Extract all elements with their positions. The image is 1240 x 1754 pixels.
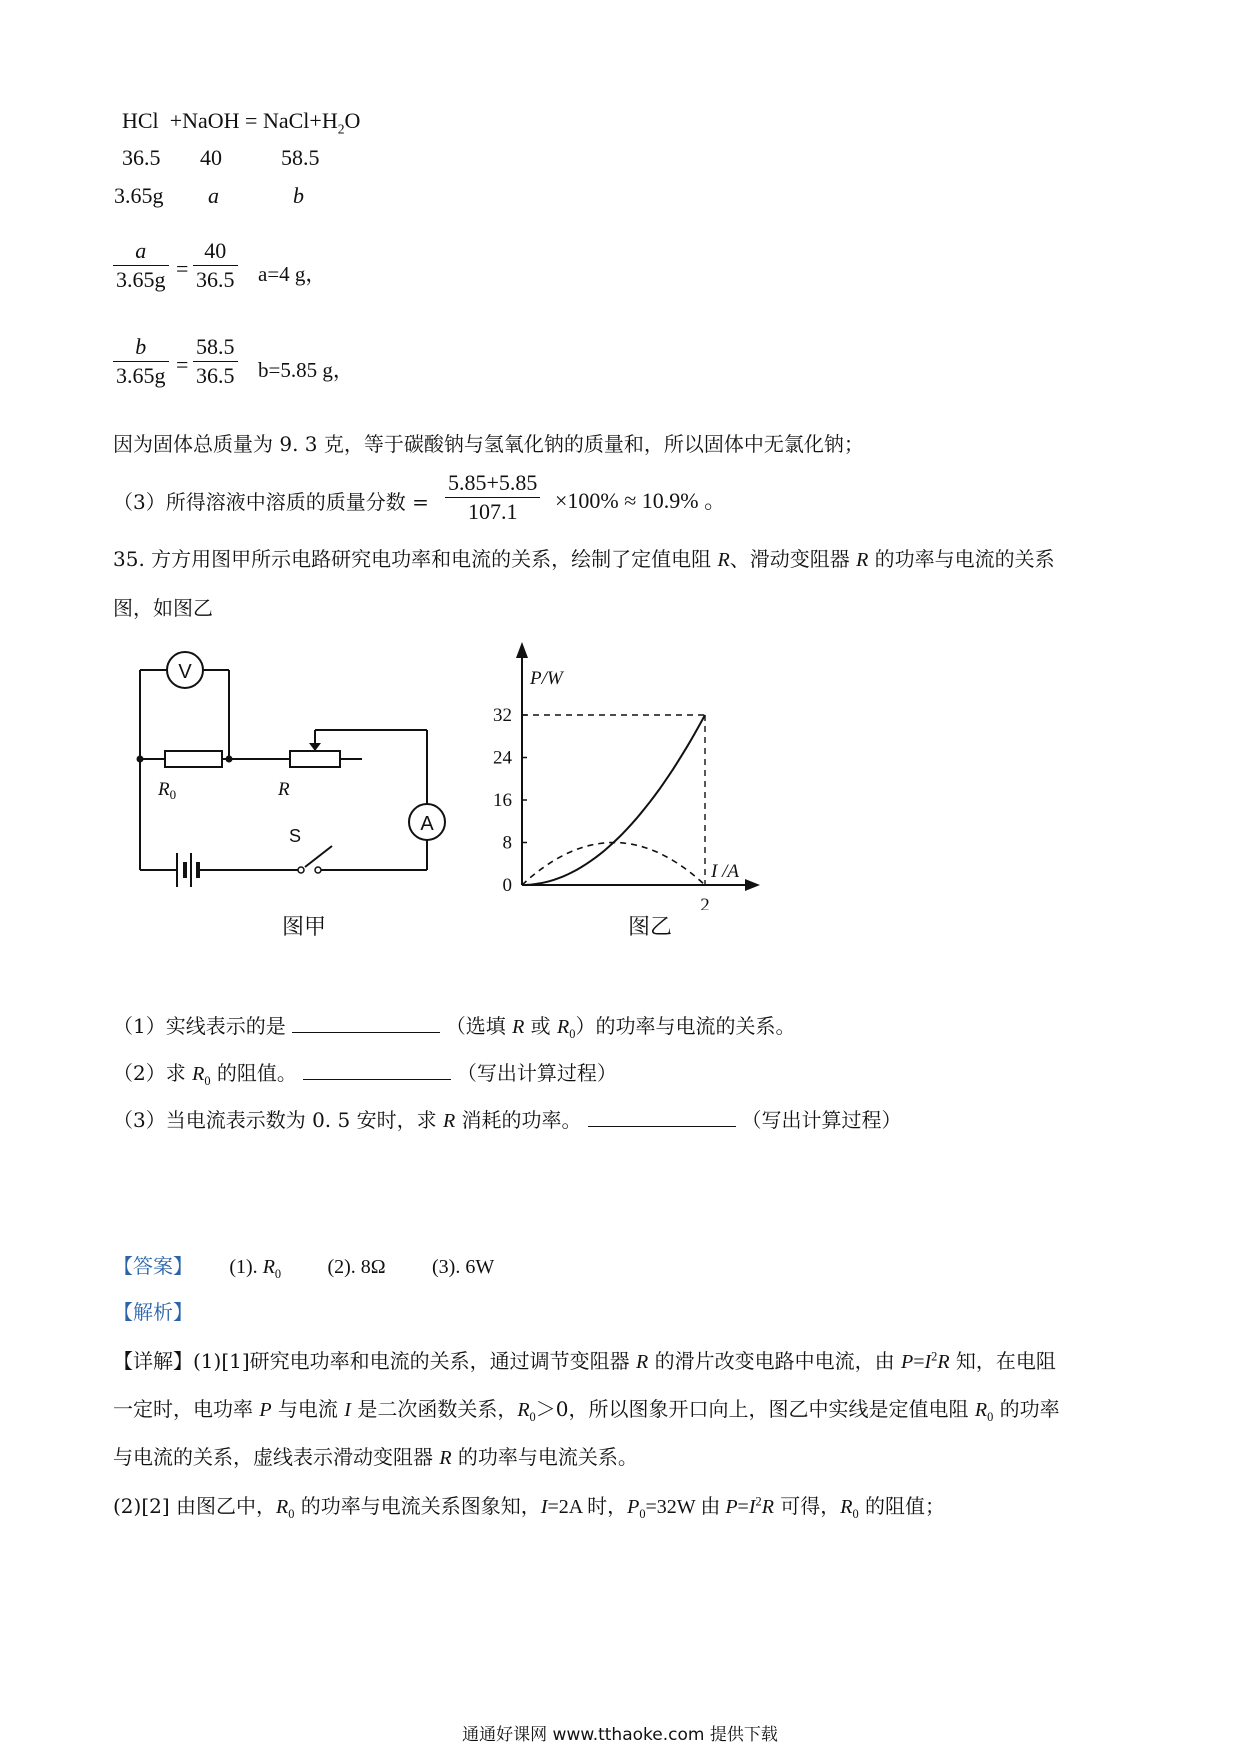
question-35-line1: 35. 方方用图甲所示电路研究电功率和电流的关系，绘制了定值电阻 R、滑动变阻器 R 的功率与电流的关系 [113,547,1055,571]
reasoning-text: 因为固体总质量为 9. 3 克，等于碳酸钠与氢氧化钠的质量和，所以固体中无氯化钠； [113,432,864,456]
molar-mass-nacl: 58.5 [281,145,320,170]
equals-sign: = [176,256,189,281]
circuit-diagram [120,640,460,890]
y-tick-label: 8 [502,832,512,854]
y-tick-label: 32 [493,705,512,726]
y-tick-label: 16 [493,790,512,811]
junction-dot [137,756,144,763]
power-current-chart [480,640,850,910]
chem-equation: HCl +NaOH = $NaCl+H_2O$ [122,108,361,137]
subquestion-3: （3）当电流表示数为 0. 5 安时，求 R 消耗的功率。 （写出计算过程） [113,1108,902,1132]
fraction-mass-fraction: 5.85+5.85 107.1 [445,470,540,525]
series-line-solid [522,715,705,885]
x-axis-arrow-icon [745,879,760,891]
y-tick-label: 24 [493,747,512,769]
answer-line: 【答案】 (1). $R_0$ (2). 8Ω (3). 6W [113,1254,495,1281]
x-axis-label: I /A [711,861,739,882]
result-b: b=5.85 g， [258,358,354,382]
unknown-b: b [293,183,304,208]
result-a: a=4 g， [258,262,327,286]
answer-blank-1[interactable] [292,1014,440,1033]
molar-mass-hcl: 36.5 [122,145,161,170]
part3-result: ×100% ≈ 10.9% 。 [555,488,727,513]
answer-blank-2[interactable] [303,1061,451,1080]
subquestion-2: （2）求 $R_0$ 的阻值。 （写出计算过程） [113,1061,617,1088]
detail-line-4: (2)[2] 由图乙中，$R_0$ 的功率与电流关系图象知，I=2A 时，$P_0=32W$ 由 $P=I^2R$ 可得，$R_0$ 的阻值； [113,1494,946,1521]
molar-mass-naoh: 40 [200,145,222,170]
r-rheostat [290,751,340,767]
mass-hcl: 3.65g [114,183,164,208]
answer-blank-3[interactable] [588,1108,736,1127]
switch-contact [298,867,304,873]
part3-prefix: （3）所得溶液中溶质的质量分数 = [113,490,429,514]
switch-contact [315,867,321,873]
equals-sign: = [176,352,189,377]
answer-tag: 【答案】 [113,1254,193,1278]
circuit-caption: 图甲 [282,915,327,940]
fraction-b-over-mass: b 3.65g [113,334,169,389]
r-label: R [278,779,290,800]
y-axis-label: P/W [530,668,563,689]
page-footer: 通通好课网 www.tthaoke.com 提供下载 [462,1725,778,1745]
switch-label: S [289,826,302,846]
fraction-a-over-mass: a 3.65g [113,238,169,293]
detail-line-3: 与电流的关系，虚线表示滑动变阻器 R 的功率与电流关系。 [113,1445,638,1469]
chart-caption: 图乙 [628,915,673,940]
series-line-dashed [522,843,705,886]
slider-arrow-icon [309,743,321,751]
junction-dot [226,756,233,763]
fraction-58-5-over-36-5: 58.5 36.5 [193,334,238,389]
y-axis-arrow-icon [516,642,528,658]
question-35-line2: 图，如图乙 [113,596,213,620]
unknown-a: a [208,183,219,208]
ammeter-label: A [420,813,434,835]
voltmeter-label: V [178,661,192,683]
analysis-tag: 【解析】 [113,1300,193,1324]
detail-line-2: 一定时，电功率 P 与电流 I 是二次函数关系，$R_0>0$，所以图象开口向上，图乙中实线是定值电阻 $R_0$ 的功率 [113,1397,1060,1424]
r0-label: $R_0$ [158,779,177,802]
fraction-40-over-36-5: 40 36.5 [193,238,238,293]
y-tick-label: 0 [502,875,512,896]
detail-line-1: 【详解】(1)[1]研究电功率和电流的关系，通过调节变阻器 R 的滑片改变电路中电流，由 $P=I^2R$ 知，在电阻 [113,1349,1056,1373]
subquestion-1: （1）实线表示的是 （选填 R 或 $R_0$）的功率与电流的关系。 [113,1014,796,1041]
r0-resistor [165,751,222,767]
x-tick-label: 2 [700,895,710,910]
